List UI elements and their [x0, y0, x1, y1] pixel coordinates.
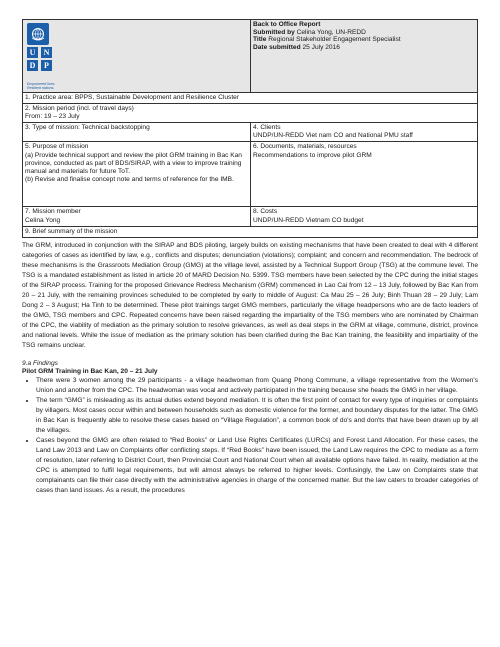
mission-type-cell: 3. Type of mission: Technical backstopping — [23, 123, 251, 142]
costs-cell — [251, 207, 478, 226]
mission-period-label: 2. Mission period (incl. of travel days) — [25, 105, 134, 113]
documents-value: Recommendations to improve pilot GRM — [253, 151, 372, 159]
findings-subtitle: Pilot GRM Training in Bac Kan, 20 – 21 July — [22, 367, 158, 375]
logo-letter-u: U — [27, 47, 38, 58]
costs-label: 8. Costs — [253, 208, 278, 216]
submitted-by-label: Submitted by — [253, 28, 295, 36]
mission-member-cell — [23, 207, 251, 226]
documents-label: 6. Documents, materials, resources — [253, 143, 357, 151]
clients-value: UNDP/UN-REDD Viet nam CO and National PMU staff — [253, 132, 413, 140]
summary-label-row: 9. Brief summary of the mission — [23, 226, 478, 237]
purpose-label: 5. Purpose of mission — [25, 143, 89, 151]
purpose-cell — [23, 142, 251, 207]
un-emblem-icon — [27, 23, 49, 45]
findings-list — [22, 376, 478, 496]
logo-cell — [23, 20, 251, 93]
submitted-by-value: Celina Yong, UN-REDD — [296, 28, 366, 36]
title-label: Title — [253, 36, 267, 44]
logo-letter-n: N — [41, 47, 52, 58]
finding-item: • Cases beyond the GMG are often related to “Red Books” or Land Use Rights Certificates (LURCs) and Forest Land Allocation. For these cases, the Land Law 2013 and Law on Complaints offer conflicting steps. If “Red Books” have been issued, the Land Law requires the CPC to mediate as a form of resolution, later referring to District Court, then Provincial Court and National Court when all available options have failed. In reality, mediation at the CPC is attempted to fulfil legal requirements, but will almost always be referred to higher levels. Confusingly, the Law on Complaints state that complainants can file their case directly with the administrative agencies in charge of the concerned matter. But the law caters to broader categories of cases than land issues. As a result, the procedures — [36, 436, 478, 496]
date-label: Date submitted — [253, 43, 301, 51]
mission-member-label: 7. Mission member — [25, 208, 81, 216]
practice-area-row: 1. Practice area: BPPS, Sustainable Development and Resilience Cluster — [23, 93, 478, 104]
finding-item: • The term “GMG” is misleading as its actual duties extend beyond mediation. It is often the first point of contact for every type of inquiries or complaints by villagers. Most cases occur within and between households such as domestic violence for the former, and boundary disputes for the latter. The GMG in Bac Kan is frequently able to resolve these cases based on “Village Regulation”, a common book of do's and don'ts that have been drawn up by all the villages. — [36, 396, 478, 436]
undp-logo — [27, 23, 53, 71]
findings-heading: 9.a Findings — [22, 359, 58, 367]
documents-cell — [251, 142, 478, 207]
summary-paragraph: The GRM, introduced in conjunction with the SIRAP and BDS piloting, largely builds on existing mechanisms that have been created to deal with 4 different categories of cases as identified by law, e.g., conflicts and disputes; denunciation (violations); complaint; and concern and recommendation. The bedrock of these mechanisms is the Grassroots Mediation Group (GMG) at the village level, assisted by a Technical Support Group (TSG) at the commune level. The TSG is a mandated establishment as listed in article 20 of MARD Decision No. 5399. TSG members have been selected by the CPC during the initial stages of the SIRAP process. Training for the proposed Grievance Redress Mechanism (GRM) commenced in Lao Cai from 12 – 13 July, followed by Bac Kan from 20 – 21 July, with the remaining provinces scheduled to be completed by early to middle of August: Ca Mau 25 – 26 July; Binh Thuan 28 – 29 July; Lam Dong 2 – 3 August; Ha Tinh to be determined. These pilot trainings target GMG members, particularly the village headpersons who are de facto leaders of the GMG, TSG members and CPC. Repeated concerns have been raised regarding the impartiality of the TSG members who are nominated by Chairman of the CPC, the viability of mediation as the primary solution to resolve grievances, as well as deal steps in the GRM at village, commune, district, province and national levels. While the issue of mediation as the primary solution has been clarified during the Bac Kan training, the feasibility and impartiality of the TSG remains unclear. — [22, 241, 478, 349]
logo-letter-d: D — [27, 60, 38, 71]
mission-period-row — [23, 104, 478, 123]
title-value: Regional Stakeholder Engagement Specialist — [268, 36, 401, 44]
report-page — [22, 19, 478, 496]
report-meta — [251, 20, 478, 93]
logo-letter-p: P — [41, 60, 52, 71]
purpose-a: (a) Provide technical support and review the pilot GRM training in Bac Kan province, conducted as part of BDS/SIRAP, with a view to improve training manual and materials for future ToT. — [25, 151, 242, 175]
clients-cell — [251, 123, 478, 142]
logo-tagline: Empowered lives. Resilient nations. — [27, 82, 56, 91]
costs-value: UNDP/UN-REDD Vietnam CO budget — [253, 216, 364, 224]
date-value: 25 July 2016 — [302, 43, 340, 51]
report-title: Back to Office Report — [253, 21, 321, 28]
report-form-table — [22, 19, 478, 238]
mission-period-value: From: 19 – 23 July — [25, 113, 80, 121]
mission-member-value: Celina Yong — [25, 216, 61, 224]
clients-label: 4. Clients — [253, 124, 281, 132]
finding-item: • There were 3 women among the 29 participants - a village headwoman from Quang Phong Commune, a village representative from the Women's Union and another from the CPC. The headwoman was vocal and actively participated in the training because she heads the GMG in her village. — [36, 376, 478, 396]
purpose-b: (b) Revise and finalise concept note and terms of reference for the IMB. — [25, 175, 234, 183]
report-body — [22, 241, 478, 496]
